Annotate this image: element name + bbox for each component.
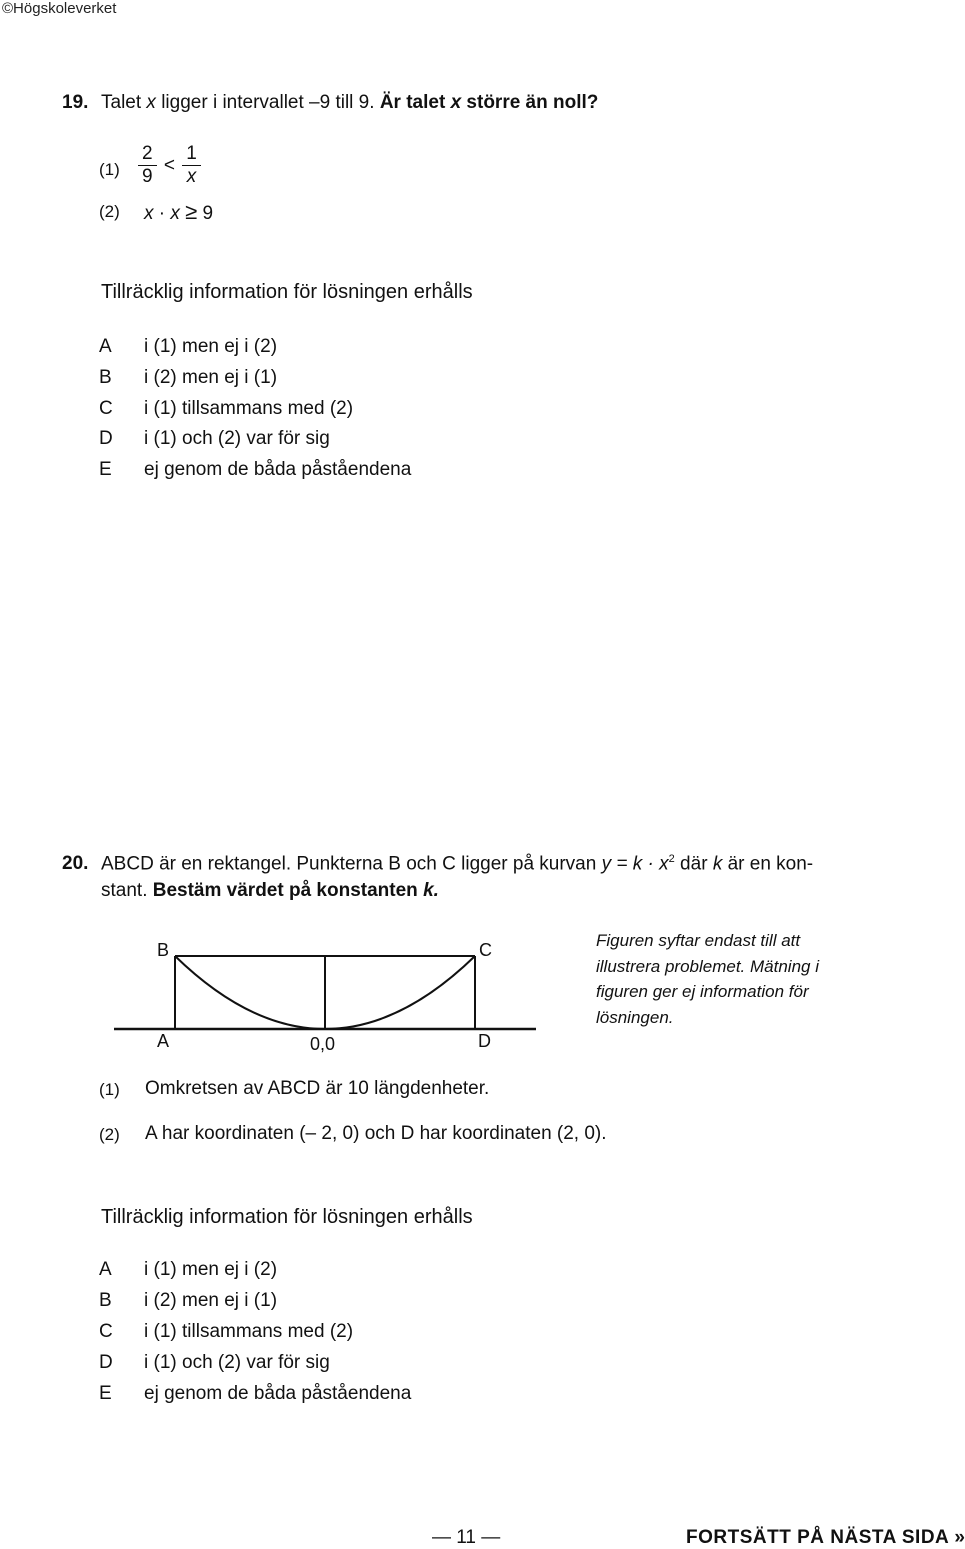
q19-option-d-text: i (1) och (2) var för sig xyxy=(144,428,330,449)
q20-option-d-text: i (1) och (2) var för sig xyxy=(144,1352,330,1373)
copyright-notice: ©Högskoleverket xyxy=(2,0,117,17)
q20-option-e-text: ej genom de båda påståendena xyxy=(144,1383,412,1404)
q20-sufficiency-heading: Tillräcklig information för lösningen erhålls xyxy=(101,1206,473,1228)
q20-stem-line-2: stant. Bestäm värdet på konstanten k. xyxy=(101,880,439,901)
question-20-number: 20. xyxy=(62,853,89,874)
q19-stem-suffix: ligger i intervallet –9 till 9. xyxy=(155,92,375,113)
question-19-number: 19. xyxy=(62,92,89,113)
figure-label-c: C xyxy=(479,940,492,960)
q20-statement-2-label: (2) xyxy=(99,1125,120,1144)
q19-stem-var: x xyxy=(146,92,156,113)
fraction-1-x: $\frac{1}{x}$ xyxy=(182,143,201,188)
q19-option-b-text: i (2) men ej i (1) xyxy=(144,367,278,388)
fraction-2-9: $\frac{2}{9}$ xyxy=(138,143,157,188)
q19-statement-2-expression: x · x ≥ 9 xyxy=(144,199,214,224)
q20-stem-line-1: ABCD är en rektangel. Punkterna B och C ligger på kurvan $y = k \cdot x^2$ där k är en kon- xyxy=(101,853,814,875)
q19-sufficiency-heading: Tillräcklig information för lösningen erhålls xyxy=(101,281,473,303)
q19-statement-1-expression: $\frac{2}{9}$ < $\frac{1}{x}$ xyxy=(138,143,201,188)
q20-statement-2-text: A har koordinaten (– 2, 0) och D har koordinaten (2, 0). xyxy=(145,1123,607,1144)
q19-option-a-text: i (1) men ej i (2) xyxy=(144,336,278,357)
q19-stem-prefix: Talet xyxy=(101,92,147,113)
figure-label-d: D xyxy=(478,1031,491,1051)
q20-option-d-letter: D xyxy=(99,1352,113,1373)
q20-option-c-letter: C xyxy=(99,1321,113,1342)
figure-label-origin: 0,0 xyxy=(310,1034,336,1054)
q19-option-e-text: ej genom de båda påståendena xyxy=(144,459,412,480)
q20-option-a-letter: A xyxy=(99,1259,112,1280)
q19-statement-1-label: (1) xyxy=(99,160,120,179)
q20-option-e-letter: E xyxy=(99,1383,112,1404)
continue-label: FORTSÄTT PÅ NÄSTA SIDA xyxy=(686,1527,949,1548)
q20-option-c-text: i (1) tillsammans med (2) xyxy=(144,1321,354,1342)
q19-option-c-letter: C xyxy=(99,398,113,419)
figure-label-b: B xyxy=(157,940,170,960)
double-chevron-right-icon: » xyxy=(954,1527,965,1548)
page-number: — 11 — xyxy=(432,1527,501,1548)
figure-disclaimer-note: Figuren syftar endast till att illustrera problemet. Mätning i figuren ger ej information för lösningen. xyxy=(596,931,819,1027)
q19-statement-2-label: (2) xyxy=(99,202,120,221)
q20-option-b-text: i (2) men ej i (1) xyxy=(144,1290,278,1311)
q19-option-e-letter: E xyxy=(99,459,112,480)
q19-option-c-text: i (1) tillsammans med (2) xyxy=(144,398,354,419)
q20-option-a-text: i (1) men ej i (2) xyxy=(144,1259,278,1280)
q20-option-b-letter: B xyxy=(99,1290,112,1311)
q19-option-a-letter: A xyxy=(99,336,112,357)
q19-option-b-letter: B xyxy=(99,367,112,388)
figure-label-a: A xyxy=(157,1031,170,1051)
q19-option-d-letter: D xyxy=(99,428,113,449)
q20-statement-1-text: Omkretsen av ABCD är 10 längdenheter. xyxy=(145,1078,490,1099)
q19-question: Är talet x större än noll? xyxy=(379,92,599,113)
continue-next-page xyxy=(686,1527,965,1549)
q20-statement-1-label: (1) xyxy=(99,1080,120,1099)
